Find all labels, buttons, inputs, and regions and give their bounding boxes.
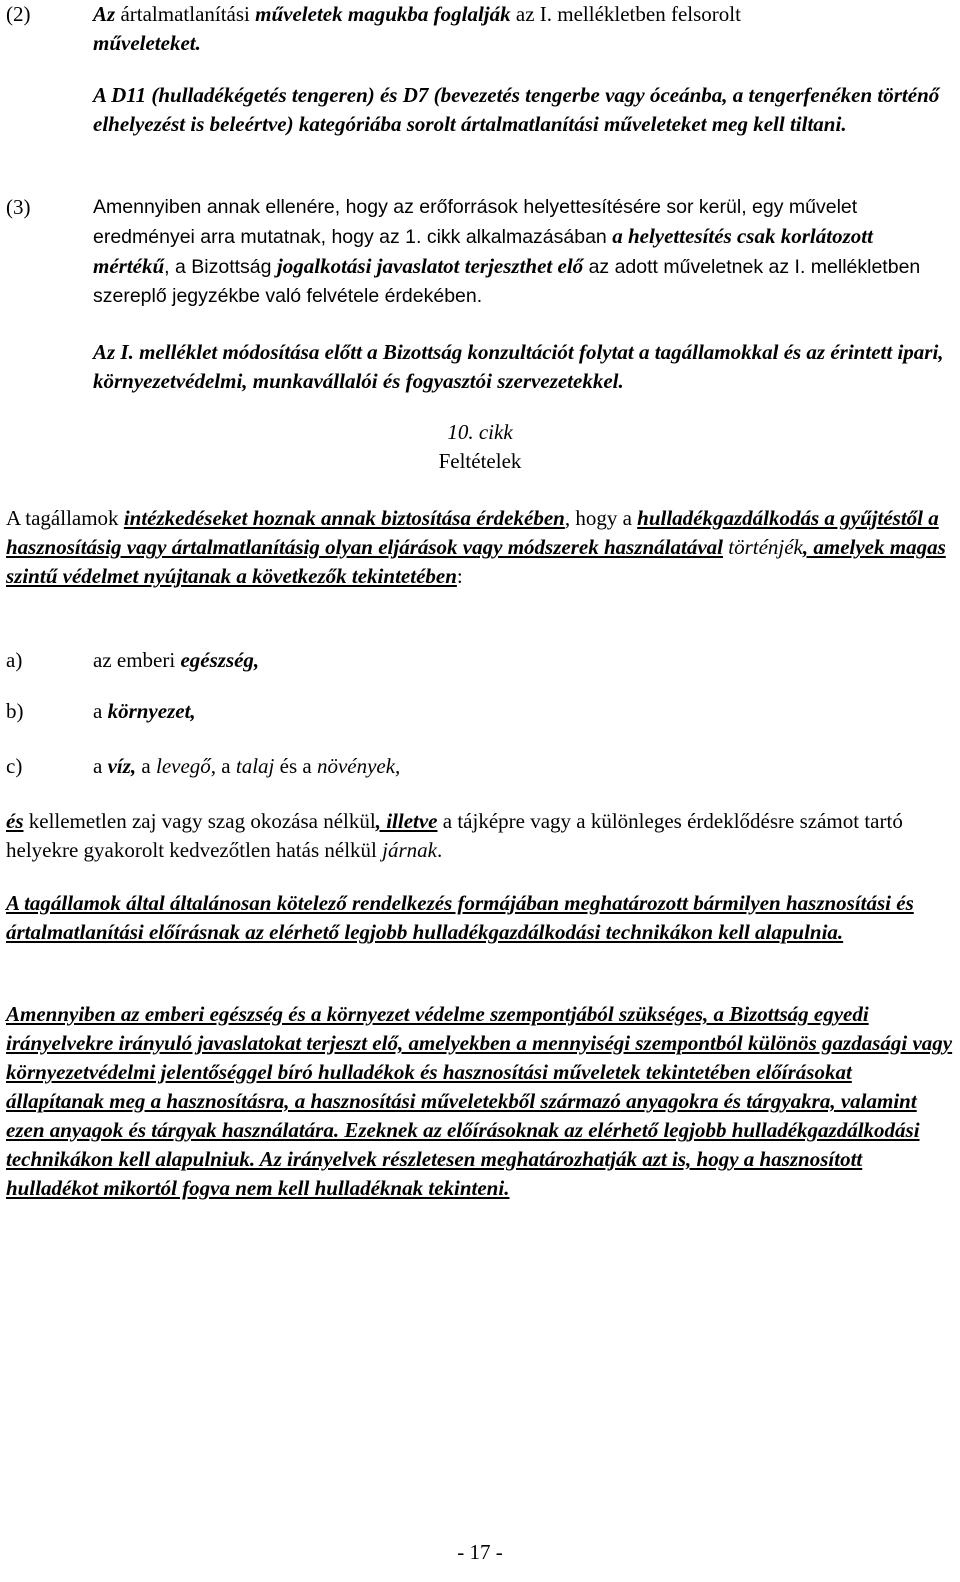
text-run: a xyxy=(93,699,108,723)
list-label: b) xyxy=(6,699,24,723)
text-run: Amennyiben annak ellenére, hogy az erőforrások helyettesítésére sor kerül, egy művelet eredményei arra mutatnak, hogy az 1. cikk alkalmazásában xyxy=(93,196,858,248)
list-item xyxy=(6,646,954,675)
paragraph-2-sub: A D11 (hulladékégetés tengeren) és D7 (bevezetés tengerbe vagy óceánba, a tengerfenéken történő elhelyezést is beleértve) kategóriába sorolt ártalmatlanítási műveleteket meg kell tiltani. xyxy=(93,83,940,136)
bold-italic-text: , illetve xyxy=(375,809,438,833)
text-run: a tájképre vagy a különleges érdeklődésre számot tartó helyekre gyakorolt kedvezőtlen hatás nélkül xyxy=(6,809,903,862)
paragraph-3-sub: Az I. melléklet módosítása előtt a Bizottság konzultációt folytat a tagállamokkal és az érintett ipari, környezetvédelmi, munkavállalói és fogyasztói szervezetekkel. xyxy=(93,340,944,393)
text-run: ártalmatlanítási xyxy=(115,2,256,26)
paragraph-2-continuation: műveleteket. xyxy=(93,31,201,55)
bold-italic-text: a helyettesítés csak korlátozott mértékű xyxy=(93,224,873,278)
bold-italic-text: intézkedéseket hoznak annak biztosítása érdekében xyxy=(123,506,565,530)
text-run: a xyxy=(216,754,236,778)
paragraph-text xyxy=(93,0,954,29)
italic-text: történjék xyxy=(722,535,803,559)
bold-italic-text: műveletek magukba foglalják xyxy=(255,2,511,26)
italic-text: talaj xyxy=(235,754,275,778)
italic-text: levegő, xyxy=(155,754,217,778)
italic-text: járnak xyxy=(382,838,437,862)
list-item xyxy=(6,752,954,781)
text-run: az emberi xyxy=(93,648,181,672)
text-run: az I. mellékletben felsorolt xyxy=(510,2,741,26)
bold-italic-text: hulladékgazdálkodás a gyűjtéstől a hasznosításig vagy ártalmatlanításig olyan eljárások vagy módszerek használatával xyxy=(6,506,939,559)
list-label: c) xyxy=(6,754,23,778)
text-run: a xyxy=(93,754,108,778)
intro-paragraph xyxy=(6,504,954,591)
bold-italic-text: és xyxy=(6,809,24,833)
text-run: . xyxy=(436,838,443,862)
closing-paragraph xyxy=(6,807,954,865)
italic-text: növények, xyxy=(316,754,401,778)
text-run: A tagállamok xyxy=(6,506,124,530)
bold-italic-text: egészség, xyxy=(180,648,260,672)
bold-italic-text: víz, xyxy=(107,754,137,778)
bold-italic-text: Az xyxy=(93,2,116,26)
bold-italic-text: környezet, xyxy=(107,699,196,723)
text-run: az adott műveletnek az I. mellékletben szereplő jegyzékbe való felvétele érdekében. xyxy=(93,256,921,307)
page-number: - 17 - xyxy=(457,1540,503,1564)
bold-italic-text: , amelyek magas szintű védelmet nyújtanak a következők tekintetében xyxy=(6,535,946,588)
text-run: , hogy a xyxy=(564,506,638,530)
list-label: a) xyxy=(6,648,23,672)
bold-italic-text: jogalkotási javaslatot terjeszthet elő xyxy=(276,254,584,278)
text-run: kellemetlen zaj vagy szag okozása nélkül xyxy=(23,809,376,833)
paragraph-number: (2) xyxy=(6,2,31,26)
paragraph-number: (3) xyxy=(6,195,31,219)
paragraph-text xyxy=(93,193,954,311)
bat-paragraph: A tagállamok által általánosan kötelező rendelkezés formájában meghatározott bármilyen hasznosítási és ártalmatlanítási előírásnak az elérhető legjobb hulladékgazdálkodási technikákon kell alapulnia. xyxy=(6,891,914,944)
paragraph-2 xyxy=(6,0,954,29)
article-number: 10. cikk xyxy=(447,420,513,444)
text-run: : xyxy=(456,564,463,588)
text-run: , a Bizottság xyxy=(164,256,277,278)
list-item xyxy=(6,697,954,726)
text-run: és a xyxy=(274,754,317,778)
final-paragraph: Amennyiben az emberi egészség és a környezet védelme szempontjából szükséges, a Bizottság egyedi irányelvekre irányuló javaslatokat terjeszt elő, amelyekben a mennyiségi szempontból különös gazdasági vagy környezetvédelmi jelentőséggel bíró hulladékok és hasznosítási műveletek tekintetében előírásokat állapítanak meg a hasznosításra, a hasznosítási műveletekből származó anyagokra és tárgyakra, valamint ezen anyagok és tárgyak használatára. Ezeknek az előírásoknak az elérhető legjobb hulladékgazdálkodási technikákon kell alapulniuk. Az irányelvek részletesen meghatározhatják azt is, hogy a hasznosított hulladékot mikortól fogva nem kell hulladéknak tekinteni. xyxy=(6,1002,953,1200)
paragraph-3 xyxy=(6,193,954,311)
text-run: a xyxy=(136,754,156,778)
article-title: Feltételek xyxy=(438,449,522,473)
